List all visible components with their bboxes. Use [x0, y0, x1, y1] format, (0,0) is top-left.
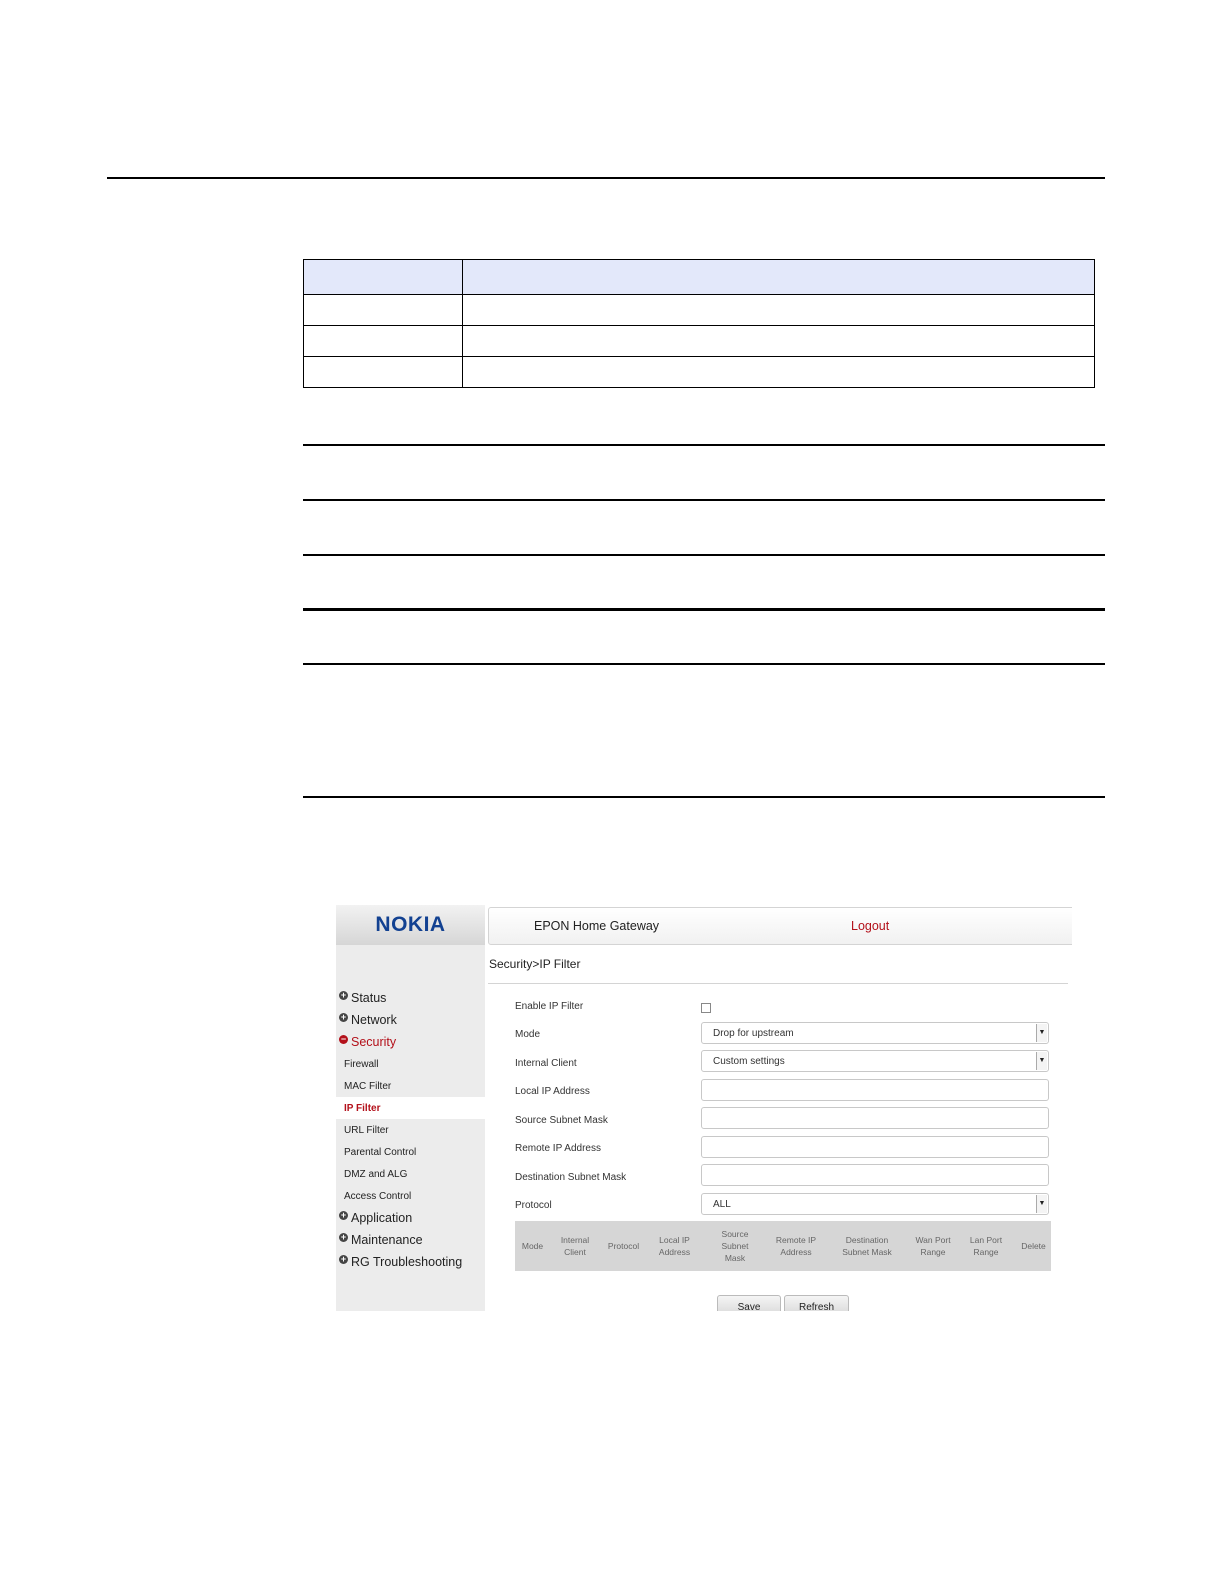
internal-client-value: Custom settings [713, 1056, 785, 1067]
doc-table-header-row [304, 260, 1095, 295]
destination-subnet-mask-label: Destination Subnet Mask [515, 1172, 627, 1183]
doc-table-row [304, 295, 1095, 326]
column-header-local-ip: Local IP Address [658, 1235, 691, 1257]
sidebar-item-security[interactable] [336, 1031, 485, 1053]
enable-ip-filter-checkbox[interactable] [701, 1003, 711, 1013]
internal-client-select[interactable] [701, 1050, 1049, 1072]
sidebar-subitem-url-filter[interactable]: URL Filter [344, 1124, 389, 1136]
sidebar-item-label: RG Troubleshooting [351, 1255, 463, 1269]
breadcrumb: Security>IP Filter [489, 957, 581, 971]
column-header-mode: Mode [521, 1241, 544, 1251]
sidebar-subitem-ip-filter[interactable]: IP Filter [336, 1097, 485, 1119]
section-rule [303, 663, 1105, 665]
sidebar-item-network[interactable] [336, 1009, 485, 1031]
sidebar-item-maintenance[interactable] [336, 1229, 485, 1251]
internal-client-label: Internal Client [515, 1058, 577, 1069]
collapse-icon: − [340, 1033, 347, 1044]
doc-table-cell [463, 326, 1095, 357]
column-header-destination-subnet-mask: Destination Subnet Mask [842, 1235, 892, 1257]
refresh-button[interactable]: Refresh [784, 1295, 849, 1311]
section-rule [303, 796, 1105, 798]
protocol-label: Protocol [515, 1200, 552, 1211]
expand-icon: + [340, 1011, 347, 1022]
sidebar-item-rg-troubleshooting[interactable] [336, 1251, 485, 1273]
nokia-logo: NOKIA [375, 913, 446, 936]
section-rule [303, 554, 1105, 556]
sidebar-subitem-parental-control[interactable]: Parental Control [344, 1146, 417, 1158]
sidebar-item-application[interactable] [336, 1207, 485, 1229]
sidebar-nav [336, 987, 485, 1273]
gateway-title: EPON Home Gateway [534, 919, 660, 933]
doc-table-cell [463, 357, 1095, 388]
column-header-lan-port-range: Lan Port Range [969, 1235, 1003, 1257]
dropdown-arrow-icon: ▼ [1036, 1195, 1047, 1213]
sidebar [336, 905, 485, 1311]
section-rule [303, 444, 1105, 446]
sidebar-item-label: Status [351, 991, 387, 1005]
sidebar-subitem-dmz-alg[interactable]: DMZ and ALG [344, 1168, 408, 1180]
protocol-value: ALL [713, 1199, 731, 1210]
sidebar-item-status[interactable] [336, 987, 485, 1009]
logo-box [336, 905, 485, 945]
doc-table-header-cell [463, 260, 1095, 295]
sidebar-subitem-firewall[interactable]: Firewall [344, 1058, 379, 1070]
protocol-select[interactable] [701, 1193, 1049, 1215]
mode-value: Drop for upstream [713, 1028, 794, 1039]
column-header-delete: Delete [1021, 1241, 1046, 1251]
enable-ip-filter-label: Enable IP Filter [515, 1001, 584, 1012]
ip-filter-table-header [515, 1221, 1051, 1271]
dropdown-arrow-icon: ▼ [1036, 1024, 1047, 1042]
gateway-screenshot [336, 905, 1072, 1311]
save-button[interactable]: Save [717, 1295, 781, 1311]
expand-icon: + [340, 989, 347, 1000]
doc-table-header-cell [304, 260, 463, 295]
logout-link[interactable]: Logout [851, 919, 890, 933]
column-header-protocol: Protocol [607, 1241, 640, 1251]
section-rule [303, 499, 1105, 501]
doc-table-cell [463, 295, 1095, 326]
mode-select[interactable] [701, 1022, 1049, 1044]
mode-label: Mode [515, 1029, 541, 1040]
local-ip-input[interactable] [701, 1079, 1049, 1101]
column-header-internal-client: Internal Client [560, 1235, 590, 1257]
remote-ip-label: Remote IP Address [515, 1143, 601, 1154]
doc-table-row [304, 326, 1095, 357]
expand-icon: + [340, 1253, 347, 1264]
doc-table [303, 259, 1095, 388]
source-subnet-mask-label: Source Subnet Mask [515, 1115, 608, 1126]
section-rule [303, 608, 1105, 611]
sidebar-subitem-mac-filter[interactable]: MAC Filter [344, 1080, 392, 1092]
column-header-wan-port-range: Wan Port Range [915, 1235, 951, 1257]
sidebar-item-label: Maintenance [351, 1233, 423, 1247]
destination-subnet-mask-input[interactable] [701, 1164, 1049, 1186]
remote-ip-input[interactable] [701, 1136, 1049, 1158]
sidebar-item-label: Network [351, 1013, 397, 1027]
local-ip-label: Local IP Address [515, 1086, 590, 1097]
column-header-source-subnet-mask: Source Subnet Mask [721, 1229, 749, 1263]
sidebar-subitem-access-control[interactable]: Access Control [344, 1190, 412, 1202]
expand-icon: + [340, 1209, 347, 1220]
column-header-remote-ip: Remote IP Address [775, 1235, 817, 1257]
source-subnet-mask-input[interactable] [701, 1107, 1049, 1129]
sidebar-item-label: Application [351, 1211, 413, 1225]
doc-table-row [304, 357, 1095, 388]
doc-table-cell [304, 326, 463, 357]
breadcrumb-divider [488, 983, 1068, 984]
doc-table-cell [304, 295, 463, 326]
top-rule [107, 177, 1105, 179]
expand-icon: + [340, 1231, 347, 1242]
top-bar [488, 907, 1072, 945]
sidebar-item-label: Security [351, 1035, 397, 1049]
doc-table-cell [304, 357, 463, 388]
dropdown-arrow-icon: ▼ [1036, 1052, 1047, 1070]
